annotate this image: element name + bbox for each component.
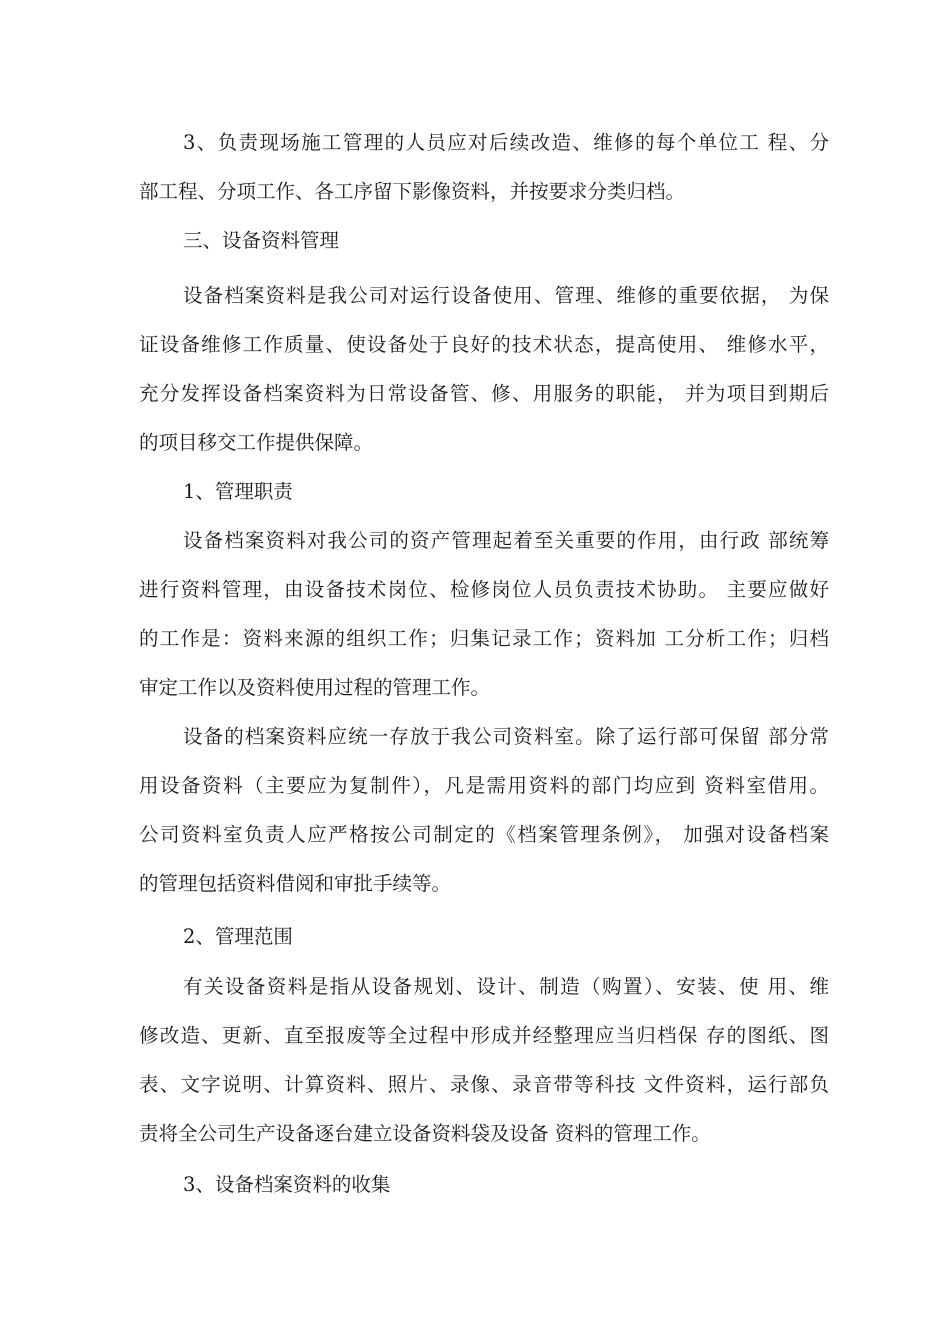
subsection-heading: 1、管理职责 <box>183 480 293 503</box>
section-heading: 三、设备资料管理 <box>183 229 340 252</box>
paragraph <box>139 712 829 908</box>
text-line: 进行资料管理，由设备技术岗位、检修岗位人员负责技术协助。 主要应做好 <box>139 578 829 601</box>
text-line: 设备档案资料对我公司的资产管理起着至关重要的作用，由行政 部统筹 <box>183 529 829 552</box>
text-line: 审定工作以及资料使用过程的管理工作。 <box>139 676 491 699</box>
subsection-heading: 3、设备档案资料的收集 <box>183 1173 391 1196</box>
paragraph <box>139 962 829 1158</box>
text-line: 用设备资料（主要应为复制件），凡是需用资料的部门均应到 资料室借用。 <box>139 774 829 797</box>
text-line: 充分发挥设备档案资料为日常设备管、修、用服务的职能， 并为项目到期后 <box>139 382 829 405</box>
text-line: 3、负责现场施工管理的人员应对后续改造、维修的每个单位工 程、分 <box>183 131 829 154</box>
text-line: 的管理包括资料借阅和审批手续等。 <box>139 872 452 895</box>
paragraph <box>139 516 829 712</box>
text-line: 的项目移交工作提供保障。 <box>139 431 374 454</box>
text-line: 证设备维修工作质量、使设备处于良好的技术状态，提高使用、 维修水平， <box>139 333 829 356</box>
text-line: 修改造、更新、直至报废等全过程中形成并经整理应当归档保 存的图纸、图 <box>139 1024 829 1047</box>
paragraph <box>139 118 829 216</box>
text-line: 表、文字说明、计算资料、照片、录像、录音带等科技 文件资料，运行部负 <box>139 1073 829 1096</box>
text-line: 有关设备资料是指从设备规划、设计、制造（购置）、安装、使 用、维 <box>183 975 829 998</box>
text-line: 的工作是：资料来源的组织工作；归集记录工作；资料加 工分析工作；归档 <box>139 627 829 650</box>
text-line: 设备的档案资料应统一存放于我公司资料室。除了运行部可保留 部分常 <box>183 725 829 748</box>
text-line: 部工程、分项工作、各工序留下影像资料，并按要求分类归档。 <box>139 180 686 203</box>
text-line: 责将全公司生产设备逐台建立设备资料袋及设备 资料的管理工作。 <box>139 1122 711 1145</box>
subsection-heading: 2、管理范围 <box>183 925 293 948</box>
text-line: 公司资料室负责人应严格按公司制定的《档案管理条例》， 加强对设备档案 <box>139 823 829 846</box>
text-line: 设备档案资料是我公司对运行设备使用、管理、维修的重要依据， 为保 <box>183 284 829 307</box>
paragraph <box>139 271 829 467</box>
